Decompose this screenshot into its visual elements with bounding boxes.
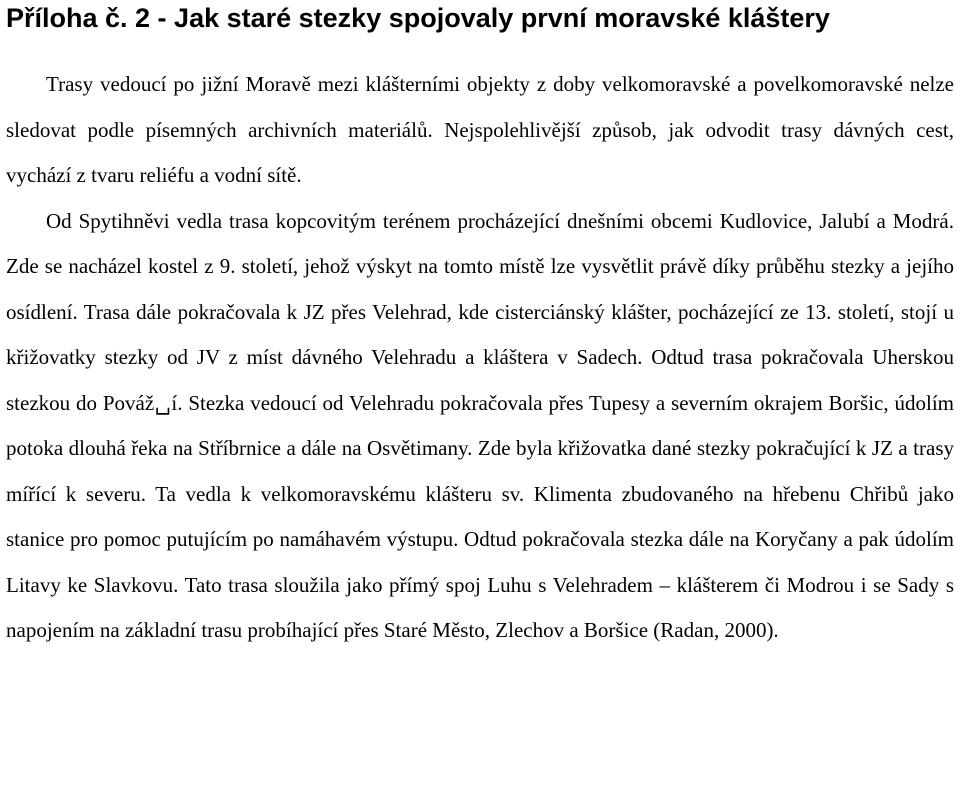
paragraph-intro: Trasy vedoucí po jižní Moravě mezi klášterními objekty z doby velkomoravské a povelkomoravské nelze sledovat podle písemných archivních materiálů. Nejspolehlivější způsob, jak odvodit trasy dávných cest, vychází z tvaru reliéfu a vodní sítě. (6, 72, 954, 187)
document-heading: Příloha č. 2 - Jak staré stezky spojovaly první moravské kláštery (6, 3, 830, 33)
document-body (6, 62, 954, 654)
paragraph-route-description: Od Spytihněvi vedla trasa kopcovitým terénem procházející dnešními obcemi Kudlovice, Jalubí a Modrá. Zde se nacházel kostel z 9. století, jehož výskyt na tomto místě lze vysvětlit právě díky průběhu stezky a jejího osídlení. Trasa dále pokračovala k JZ přes Velehrad, kde cisterciánský klášter, pocházející ze 13. století, stojí u křižovatky stezky od JV z míst dávného Velehradu a kláštera v Sadech. Odtud trasa pokračovala Uherskou stezkou do Pováž␣í. Stezka vedoucí od Velehradu pokračovala přes Tupesy a severním okrajem Boršic, údolím potoka dlouhá řeka na Stříbrnice a dále na Osvětimany. Zde byla křižovatka dané stezky pokračující k JZ a trasy mířící k severu. Ta vedla k velkomoravskému klášteru sv. Klimenta zbudovaného na hřebenu Chřibů jako stanice pro pomoc putujícím po namáhavém výstupu. Odtud pokračovala stezka dále na Koryčany a pak údolím Litavy ke Slavkovu. Tato trasa sloužila jako přímý spoj Luhu s Velehradem – klášterem či Modrou i se Sady s napojením na základní trasu probíhající přes Staré Město, Zlechov a Boršice (Radan, 2000). (6, 208, 954, 642)
